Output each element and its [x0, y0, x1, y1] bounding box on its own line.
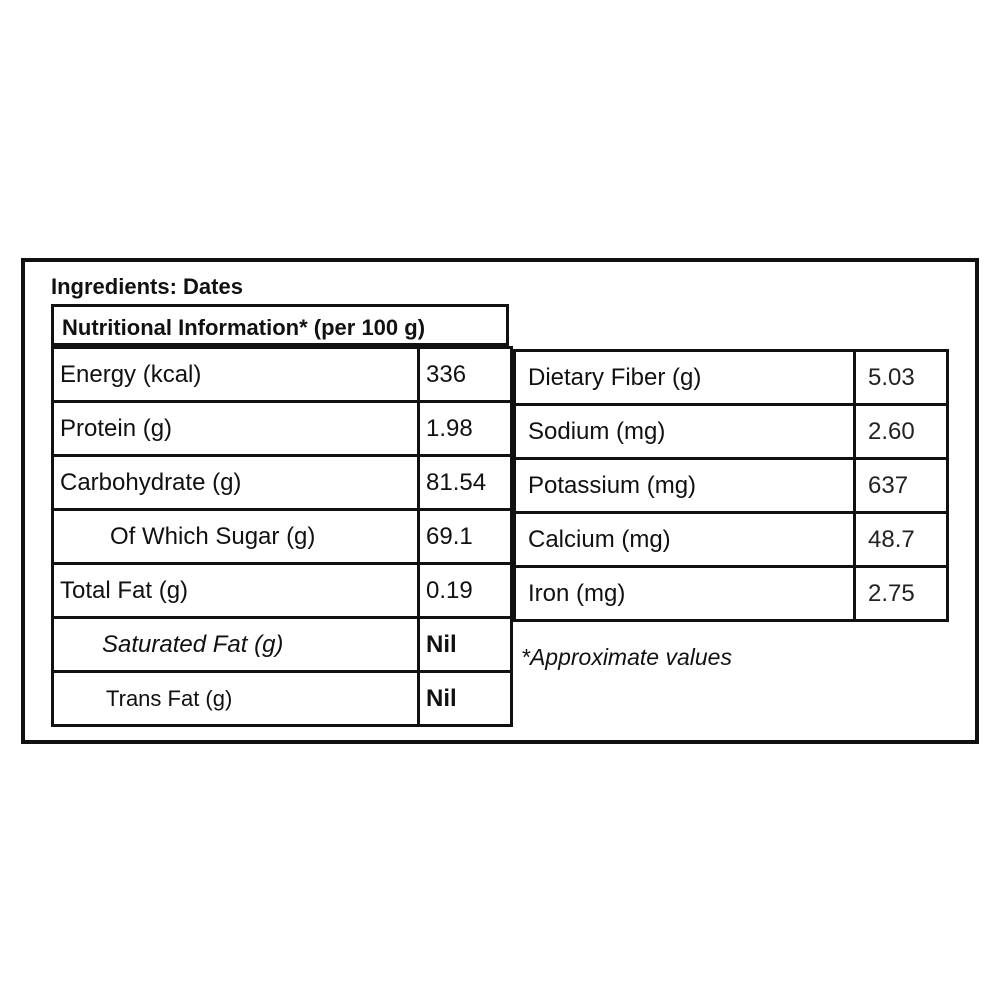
ingredients-line: Ingredients: Dates: [51, 274, 243, 299]
footnote: *Approximate values: [521, 644, 732, 670]
nutrient-value: 69.1: [419, 510, 512, 564]
nutrient-value: 637: [855, 459, 948, 513]
table-row: [53, 564, 512, 618]
nutrient-label: Saturated Fat (g): [53, 618, 419, 672]
nutrient-value: 1.98: [419, 402, 512, 456]
nutrient-label: Calcium (mg): [515, 513, 855, 567]
nutrient-value: 0.19: [419, 564, 512, 618]
nutrient-label: Energy (kcal): [53, 348, 419, 402]
nutrition-label-frame: [21, 258, 979, 744]
nutrition-table-right: [513, 349, 949, 622]
nutrient-value: 2.75: [855, 567, 948, 621]
table-row: [515, 513, 948, 567]
nutrient-label: Protein (g): [53, 402, 419, 456]
nutrient-value: 2.60: [855, 405, 948, 459]
table-row: [515, 567, 948, 621]
nutrient-label: Carbohydrate (g): [53, 456, 419, 510]
nutrition-table-left: [51, 346, 513, 727]
nutrient-label: Potassium (mg): [515, 459, 855, 513]
nutrient-label: Iron (mg): [515, 567, 855, 621]
table-row: [53, 402, 512, 456]
table-row: [515, 459, 948, 513]
nutrient-value: 336: [419, 348, 512, 402]
nutrient-value: 48.7: [855, 513, 948, 567]
nutrient-label: Dietary Fiber (g): [515, 351, 855, 405]
nutrient-value: 5.03: [855, 351, 948, 405]
nutrition-header: Nutritional Information* (per 100 g): [51, 304, 509, 346]
nutrient-value: Nil: [419, 618, 512, 672]
table-row: [53, 618, 512, 672]
table-row: [53, 348, 512, 402]
table-row: [53, 672, 512, 726]
table-row: [53, 456, 512, 510]
nutrient-label: Trans Fat (g): [53, 672, 419, 726]
nutrient-value: Nil: [419, 672, 512, 726]
nutrient-label: Of Which Sugar (g): [53, 510, 419, 564]
table-row: [515, 405, 948, 459]
nutrient-label: Sodium (mg): [515, 405, 855, 459]
nutrient-label: Total Fat (g): [53, 564, 419, 618]
table-row: [53, 510, 512, 564]
nutrient-value: 81.54: [419, 456, 512, 510]
table-row: [515, 351, 948, 405]
